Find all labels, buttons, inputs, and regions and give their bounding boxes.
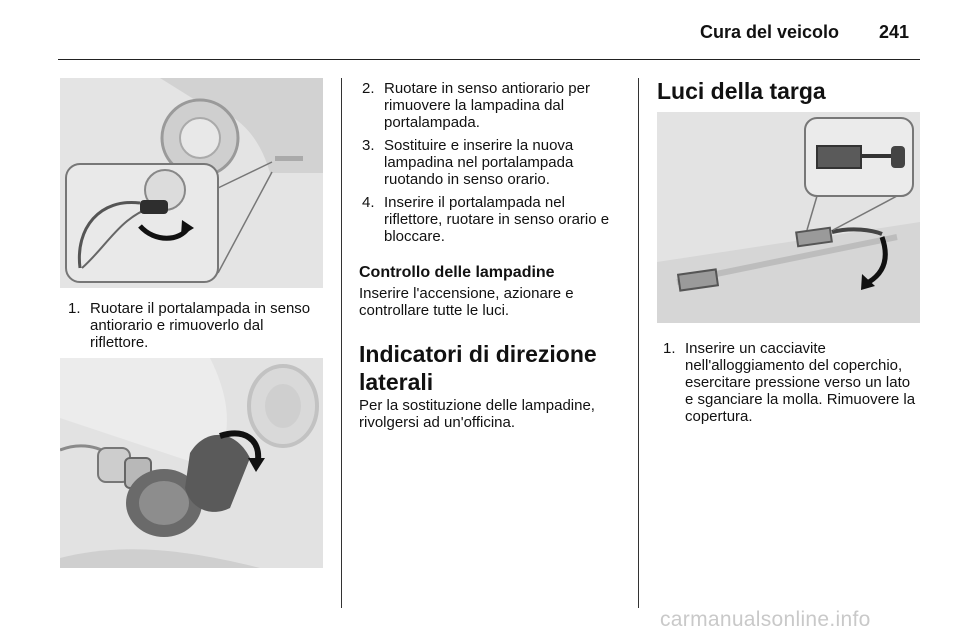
right-steps-list — [663, 340, 921, 425]
step-1 — [68, 300, 324, 351]
step-text: Inserire un cacciavite nell'alloggiamento del coperchio, esercitare pressione verso un lato e sganciare la molla. Rimuovere la copertura. — [685, 340, 916, 425]
column-divider-left — [341, 78, 342, 608]
middle-steps-list — [362, 80, 624, 245]
running-header-title: Cura del veicolo — [700, 22, 840, 42]
step-number: 2. — [362, 80, 375, 97]
step-number: 1. — [663, 340, 676, 357]
bulb-holder-closeup-illustration — [60, 358, 323, 568]
side-indicators-text: Per la sostituzione delle lampadine, rivolgersi ad un'officina. — [359, 397, 595, 431]
section-heading-license-plate-lights: Luci della targa — [657, 78, 826, 104]
left-steps-list — [68, 300, 324, 351]
license-plate-light-illustration — [657, 112, 920, 323]
rear-lamp-holder-illustration — [60, 78, 323, 288]
step-text: Sostituire e inserire la nuova lampadina nel portalampada ruotando in senso orario. — [384, 137, 574, 188]
step-number: 3. — [362, 137, 375, 154]
step-number: 4. — [362, 194, 375, 211]
step-text: Inserire il portalampada nel riflettore, ruotare in senso orario e bloccare. — [384, 194, 610, 245]
step-text: Ruotare in senso antiorario per rimuovere la lampadina dal portalampada. — [384, 80, 590, 131]
column-divider-right — [638, 78, 639, 608]
bulb-check-text: Inserire l'accensione, azionare e controllare tutte le luci. — [359, 285, 574, 319]
step-3 — [362, 137, 624, 188]
header-rule — [58, 59, 920, 60]
step-1 — [663, 340, 921, 425]
watermark: carmanualsonline.info — [660, 608, 871, 631]
step-text: Ruotare il portalampada in senso antiorario e rimuoverlo dal riflettore. — [90, 300, 311, 351]
section-heading-bulb-check: Controllo delle lampadine — [359, 264, 555, 281]
page-number: 241 — [879, 22, 910, 42]
step-number: 1. — [68, 300, 81, 317]
step-4 — [362, 194, 624, 245]
section-heading-side-indicators: Indicatori di direzione laterali — [359, 341, 597, 395]
step-2 — [362, 80, 624, 131]
